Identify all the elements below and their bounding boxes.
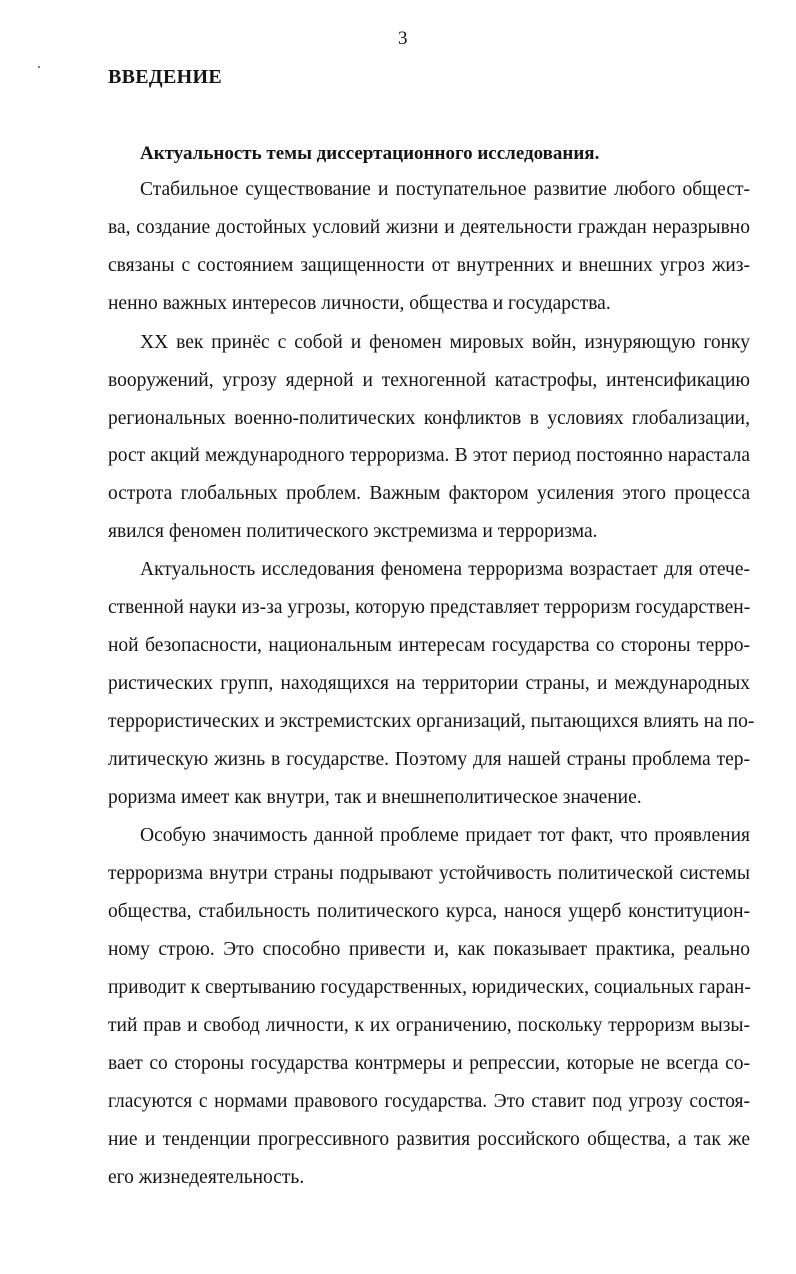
text-line: приводит к свертыванию государственных, юридических, социальных гаран-: [108, 977, 751, 998]
text-line: его жизнедеятельность.: [108, 1167, 305, 1188]
text-line: Актуальность исследования феномена терроризма возрастает для отече-: [140, 559, 750, 580]
text-line: ва, создание достойных условий жизни и деятельности граждан неразрывно: [108, 217, 750, 238]
scan-speck: [38, 66, 40, 68]
text-line: ной безопасности, национальным интересам государства со стороны терро-: [108, 635, 750, 656]
text-line: общества, стабильность политического курса, нанося ущерб конституцион-: [108, 901, 750, 922]
text-line: вает со стороны государства контрмеры и репрессии, которые не всегда со-: [108, 1053, 750, 1074]
page-number: 3: [398, 28, 408, 49]
text-line: связаны с состоянием защищенности от внутренних и внешних угроз жиз-: [108, 255, 750, 276]
text-line: вооружений, угрозу ядерной и техногенной катастрофы, интенсификацию: [108, 370, 750, 391]
text-line: острота глобальных проблем. Важным фактором усиления этого процесса: [108, 483, 750, 504]
text-line: ственной науки из-за угрозы, которую представляет терроризм государствен-: [108, 597, 751, 618]
text-line: террористических и экстремистских организаций, пытающихся влиять на по-: [108, 711, 755, 732]
text-line: ному строю. Это способно привести и, как показывает практика, реально: [108, 939, 750, 960]
text-line: роризма имеет как внутри, так и внешнеполитическое значение.: [108, 787, 642, 808]
text-line: ристических групп, находящихся на территории страны, и международных: [108, 673, 750, 694]
text-line: явился феномен политического экстремизма и терроризма.: [108, 521, 598, 542]
page-title: ВВЕДЕНИЕ: [108, 66, 222, 88]
text-line: Особую значимость данной проблеме придает тот факт, что проявления: [140, 825, 750, 846]
text-line: терроризма внутри страны подрывают устойчивость политической системы: [108, 863, 750, 884]
text-line: ние и тенденции прогрессивного развития российского общества, а так же: [108, 1129, 750, 1150]
section-heading: Актуальность темы диссертационного исследования.: [140, 143, 600, 164]
text-line: тий прав и свобод личности, к их ограничению, поскольку терроризм вызы-: [108, 1015, 750, 1036]
text-line: рост акций международного терроризма. В этот период постоянно нарастала: [108, 445, 750, 466]
text-line: Стабильное существование и поступательное развитие любого общест-: [140, 179, 750, 200]
text-line: XX век принёс с собой и феномен мировых войн, изнуряющую гонку: [140, 332, 750, 353]
text-line: региональных военно-политических конфликтов в условиях глобализации,: [108, 408, 750, 429]
text-line: ненно важных интересов личности, общества и государства.: [108, 293, 611, 314]
text-line: литическую жизнь в государстве. Поэтому для нашей страны проблема тер-: [108, 749, 750, 770]
text-line: гласуются с нормами правового государства. Это ставит под угрозу состоя-: [108, 1091, 750, 1112]
